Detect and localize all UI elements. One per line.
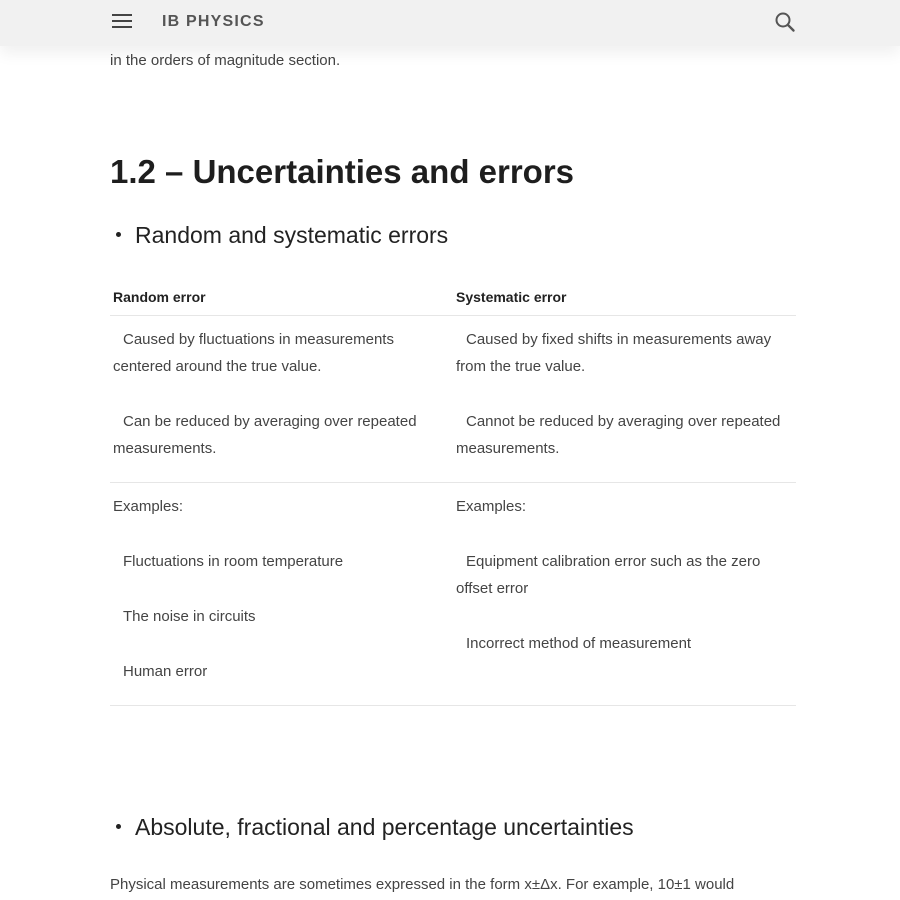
section-title: 1.2 – Uncertainties and errors xyxy=(110,153,575,190)
random-cause-text: Caused by fluctuations in measurements centered around the true value. xyxy=(113,331,394,375)
hamburger-menu-icon[interactable] xyxy=(112,13,132,29)
table-cell-systematic-description xyxy=(453,316,796,483)
random-example-item: Human error xyxy=(123,663,208,680)
random-reduce-text: Can be reduced by averaging over repeated measurements. xyxy=(113,413,417,457)
errors-comparison-table xyxy=(110,283,796,706)
systematic-example-item: Incorrect method of measurement xyxy=(466,635,692,652)
random-example-item: The noise in circuits xyxy=(123,608,256,625)
systematic-reduce-text: Cannot be reduced by averaging over repeated measurements. xyxy=(456,413,781,457)
table-row xyxy=(110,316,796,483)
site-title[interactable]: IB PHYSICS xyxy=(162,13,265,30)
systematic-cause-text: Caused by fixed shifts in measurements away from the true value. xyxy=(456,331,772,375)
subsection-heading-random-systematic xyxy=(116,222,448,249)
subsection-heading-text: Random and systematic errors xyxy=(135,222,449,248)
random-examples-label: Examples: xyxy=(113,498,184,515)
table-cell-random-description xyxy=(110,316,453,483)
intro-text: in the orders of magnitude section. xyxy=(110,52,341,69)
subsection-heading-absolute-fractional xyxy=(116,814,634,841)
table-cell-systematic-examples xyxy=(453,483,796,706)
body-text: Physical measurements are sometimes expressed in the form x±Δx. For example, 10±1 would xyxy=(110,876,735,893)
search-icon[interactable] xyxy=(774,11,796,33)
systematic-example-item: Equipment calibration error such as the zero offset error xyxy=(456,553,761,597)
bullet-dot xyxy=(116,824,121,829)
table-row xyxy=(110,483,796,706)
random-example-item: Fluctuations in room temperature xyxy=(123,553,344,570)
table-header-random: Random error xyxy=(110,283,453,316)
bullet-dot xyxy=(116,232,121,237)
subsection-heading-text: Absolute, fractional and percentage uncertainties xyxy=(135,814,634,840)
top-bar xyxy=(0,0,900,46)
table-cell-random-examples xyxy=(110,483,453,706)
table-header-systematic: Systematic error xyxy=(453,283,796,316)
systematic-examples-label: Examples: xyxy=(456,498,527,515)
